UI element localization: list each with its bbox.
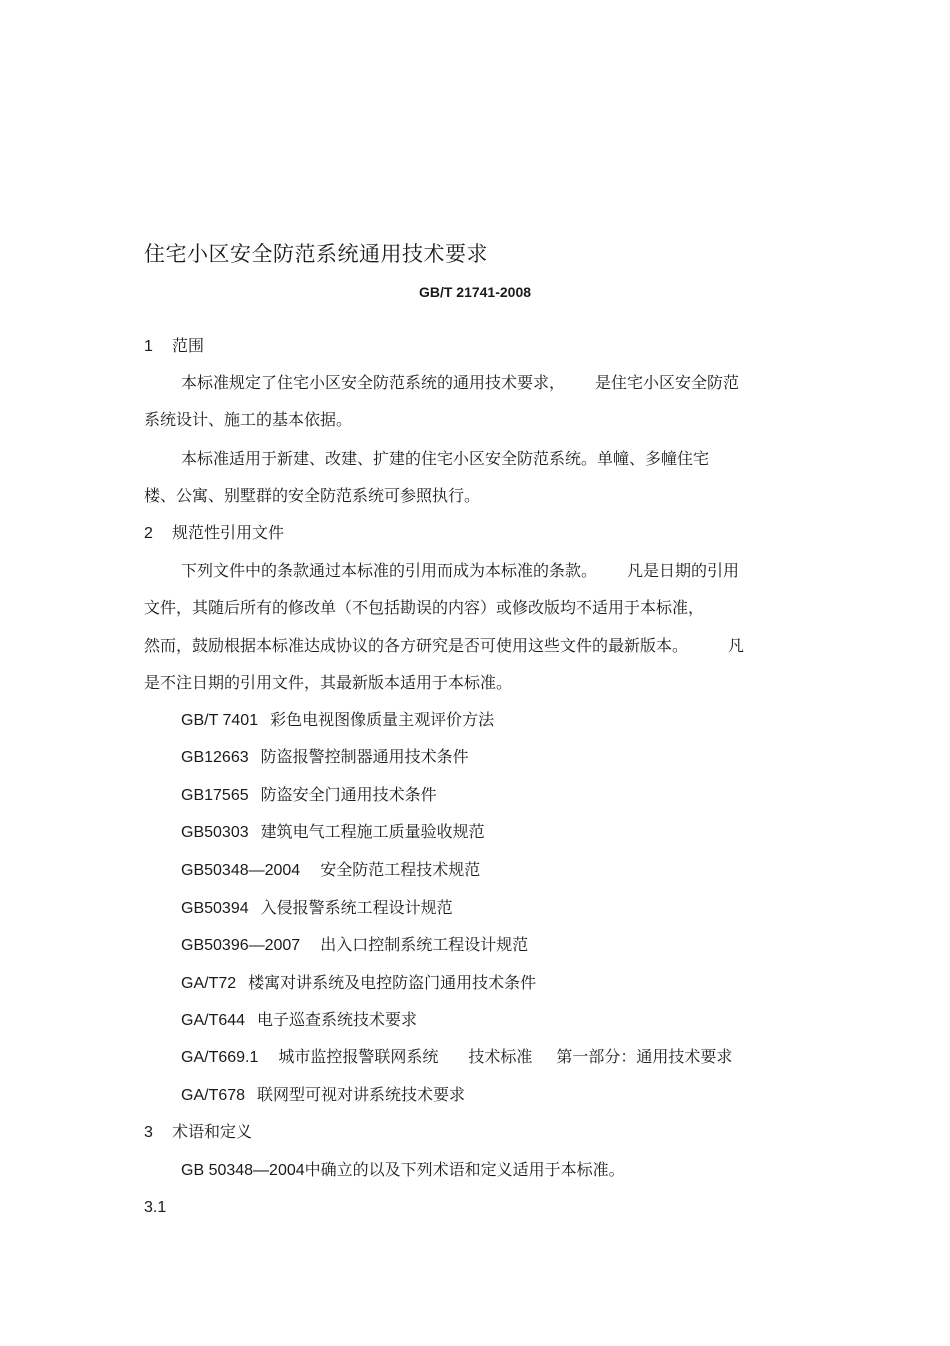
- section-title: 术语和定义: [172, 1122, 253, 1141]
- reference-title: 防盗报警控制器通用技术条件: [260, 747, 469, 766]
- section-number: 1: [144, 338, 153, 355]
- paragraph-line: 本标准适用于新建、改建、扩建的住宅小区安全防范系统。单幢、多幢住宅: [181, 449, 710, 468]
- reference-title: 防盗安全门通用技术条件: [260, 785, 437, 804]
- text-run: 凡: [728, 636, 745, 655]
- paragraph-line: [181, 373, 739, 393]
- reference-item: [181, 1047, 732, 1068]
- reference-code: GA/T678: [181, 1087, 246, 1104]
- reference-code: GB17565: [181, 787, 249, 804]
- text-run: 中确立的以及下列术语和定义适用于本标准。: [304, 1160, 625, 1179]
- reference-item: [181, 747, 469, 768]
- section-title: 范围: [172, 336, 205, 355]
- reference-item: [181, 822, 485, 843]
- paragraph-line: 是不注日期的引用文件，其最新版本适用于本标准。: [144, 673, 513, 692]
- subsection-number: 3.1: [144, 1199, 167, 1216]
- reference-title: 出入口控制系统工程设计规范: [320, 935, 529, 954]
- paragraph-line: [144, 636, 744, 656]
- paragraph-line: 系统设计、施工的基本依据。: [144, 410, 353, 429]
- reference-code: GB50396—2007: [181, 937, 301, 954]
- reference-item: [181, 935, 528, 956]
- reference-code: GB50394: [181, 900, 249, 917]
- text-run: 是住宅小区安全防范: [595, 373, 740, 392]
- reference-item: [181, 973, 536, 994]
- reference-title: 联网型可视对讲系统技术要求: [257, 1085, 466, 1104]
- section-1-heading: [144, 336, 204, 357]
- text-run: 凡是日期的引用: [627, 561, 740, 580]
- reference-title: 入侵报警系统工程设计规范: [260, 898, 453, 917]
- reference-item: [181, 860, 480, 881]
- reference-code: GA/T644: [181, 1012, 246, 1029]
- reference-title: 城市监控报警联网系统: [278, 1047, 439, 1066]
- reference-title: 楼寓对讲系统及电控防盗门通用技术条件: [248, 973, 537, 992]
- standard-reference: GB 50348—2004: [181, 1162, 305, 1179]
- text-run: 然而，鼓励根据本标准达成协议的各方研究是否可使用这些文件的最新版本。: [144, 636, 689, 655]
- reference-title-part: 技术标准: [468, 1047, 533, 1066]
- reference-code: GB50303: [181, 824, 249, 841]
- reference-item: [181, 710, 494, 731]
- reference-title: 彩色电视图像质量主观评价方法: [270, 710, 495, 729]
- text-run: 下列文件中的条款通过本标准的引用而成为本标准的条款。: [181, 561, 598, 580]
- paragraph-line: [181, 1160, 625, 1181]
- paragraph-line: 文件，其随后所有的修改单（不包括勘误的内容）或修改版均不适用于本标准，: [144, 598, 705, 617]
- reference-item: [181, 898, 453, 919]
- section-3-heading: [144, 1122, 252, 1143]
- section-number: 2: [144, 525, 153, 542]
- section-title: 规范性引用文件: [172, 523, 285, 542]
- reference-item: [181, 1085, 465, 1106]
- text-run: 本标准规定了住宅小区安全防范系统的通用技术要求，: [181, 373, 566, 392]
- paragraph-line: 楼、公寓、别墅群的安全防范系统可参照执行。: [144, 486, 481, 505]
- document-title: 住宅小区安全防范系统通用技术要求: [144, 242, 488, 266]
- reference-item: [181, 1010, 417, 1031]
- reference-title-part: 第一部分：通用技术要求: [556, 1047, 733, 1066]
- section-number: 3: [144, 1124, 153, 1141]
- paragraph-line: [181, 561, 739, 581]
- reference-title: 安全防范工程技术规范: [320, 860, 481, 879]
- reference-code: GA/T669.1: [181, 1049, 259, 1066]
- reference-title: 电子巡查系统技术要求: [257, 1010, 418, 1029]
- reference-code: GB/T 7401: [181, 712, 259, 729]
- reference-code: GA/T72: [181, 975, 237, 992]
- reference-code: GB50348—2004: [181, 862, 301, 879]
- reference-item: [181, 785, 437, 806]
- reference-title: 建筑电气工程施工质量验收规范: [260, 822, 485, 841]
- reference-code: GB12663: [181, 749, 249, 766]
- section-2-heading: [144, 523, 284, 544]
- document-code: GB/T 21741-2008: [418, 284, 532, 300]
